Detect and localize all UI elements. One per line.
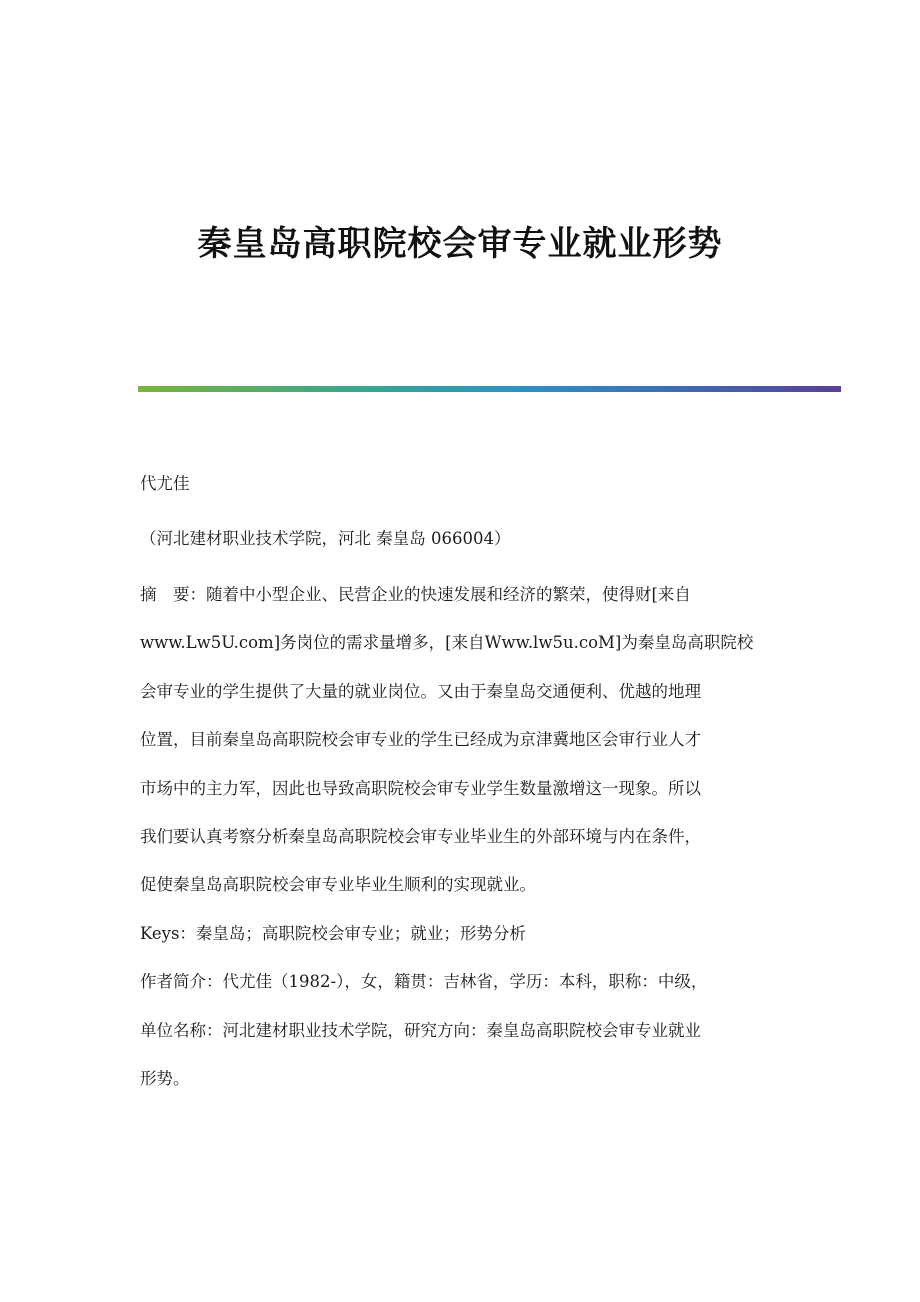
keywords-line: Keys：秦皇岛；高职院校会审专业；就业；形势分析 — [140, 923, 526, 943]
author-affiliation: （河北建材职业技术学院，河北 秦皇岛 066004） — [140, 529, 511, 548]
author-name: 代尤佳 — [140, 474, 190, 493]
body-text — [140, 583, 780, 1115]
abstract-line: 会审专业的学生提供了大量的就业岗位。又由于秦皇岛交通便利、优越的地理 — [140, 681, 701, 701]
gradient-divider — [138, 386, 841, 392]
abstract-line: 摘 要：随着中小型企业、民营企业的快速发展和经济的繁荣，使得财[来自 — [140, 585, 691, 604]
document-title: 秦皇岛高职院校会审专业就业形势 — [197, 224, 723, 264]
abstract-line: 我们要认真考察分析秦皇岛高职院校会审专业毕业生的外部环境与内在条件， — [140, 826, 701, 846]
abstract-line: 促使秦皇岛高职院校会审专业毕业生顺利的实现就业。 — [140, 875, 536, 895]
author-bio-line: 单位名称：河北建材职业技术学院，研究方向：秦皇岛高职院校会审专业就业 — [140, 1020, 701, 1040]
abstract-line: 位置，目前秦皇岛高职院校会审专业的学生已经成为京津冀地区会审行业人才 — [140, 730, 701, 750]
author-bio-line: 作者简介：代尤佳（1982-），女，籍贯：吉林省，学历：本科，职称：中级， — [140, 972, 708, 992]
author-bio-line: 形势。 — [140, 1068, 190, 1088]
abstract-line: www.Lw5U.com]务岗位的需求量增多，[来自Www.lw5u.coM]为秦皇岛高职院校 — [140, 633, 754, 653]
abstract-line: 市场中的主力军，因此也导致高职院校会审专业学生数量激增这一现象。所以 — [140, 778, 701, 798]
